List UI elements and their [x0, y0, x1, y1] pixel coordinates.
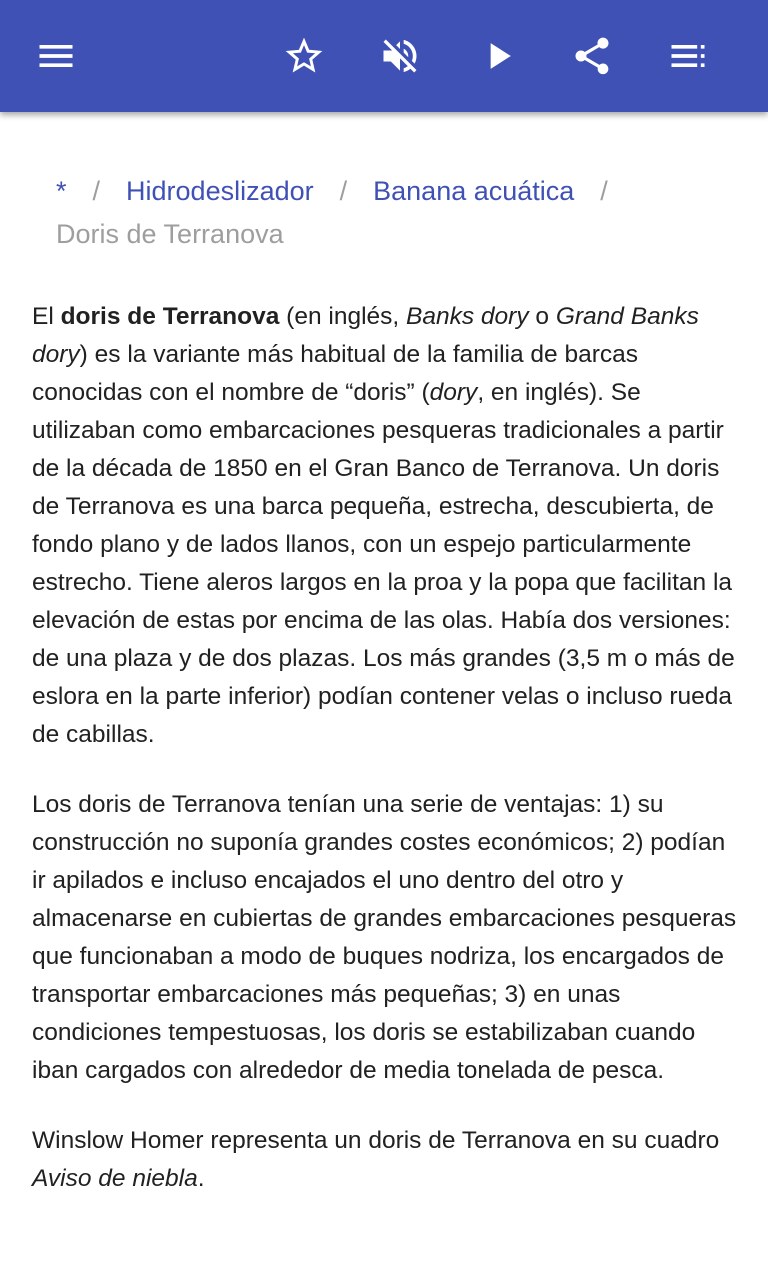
share-icon	[570, 34, 614, 78]
menu-button[interactable]	[28, 28, 84, 84]
play-icon	[476, 34, 520, 78]
breadcrumb-item-banana-acuatica[interactable]: Banana acuática	[373, 176, 575, 206]
article-content	[32, 170, 738, 1198]
text-run: .	[197, 1165, 205, 1192]
article-paragraph	[32, 1122, 738, 1198]
article-subject: doris de Terranova	[60, 303, 280, 330]
text-run: Winslow Homer representa un doris de Terranova en su cuadro	[32, 1127, 720, 1154]
breadcrumb-separator: /	[92, 176, 101, 206]
english-name: Grand Banks dory	[32, 303, 699, 368]
english-name: Banks dory	[406, 303, 529, 330]
breadcrumb-separator: /	[600, 176, 608, 206]
breadcrumb-item-hidrodeslizador[interactable]: Hidrodeslizador	[126, 176, 314, 206]
painting-title: Aviso de niebla	[32, 1165, 198, 1192]
play-button[interactable]	[470, 28, 526, 84]
text-run: El	[32, 303, 61, 330]
article-paragraph	[32, 298, 738, 754]
text-run: , en inglés). Se utilizaban como embarcaciones pesqueras tradicionales a partir de la década de 1850 en el Gran Banco de Terranova. Un doris de Terranova es una barca pequeña, estrecha, descubierta, de fondo plano y de lados llanos, con un espejo particularmente estrecho. Tiene aleros largos en la proa y la popa que facilitan la elevación de estas por encima de las olas. Había dos versiones: de una plaza y de dos plazas. Los más grandes (3,5 m o más de eslora en la parte inferior) podían contener velas o incluso rueda de cabillas.	[32, 379, 735, 748]
text-run: ) es la variante más habitual de la familia de barcas conocidas con el nombre de “doris” (	[32, 341, 639, 406]
article-paragraph: Los doris de Terranova tenían una serie de ventajas: 1) su construcción no suponía grandes costes económicos; 2) podían ir apilados e incluso encajados el uno dentro del otro y almacenarse en cubiertas de grandes embarcaciones pesqueras que funcionaban a modo de buques nodriza, los encargados de transportar embarcaciones más pequeñas; 3) en unas condiciones tempestuosas, los doris se estabilizaban cuando iban cargados con alrededor de media tonelada de pesca.	[32, 791, 737, 1084]
app-toolbar	[0, 0, 768, 112]
breadcrumb-separator: /	[339, 176, 348, 206]
favorite-button[interactable]	[276, 28, 332, 84]
share-button[interactable]	[564, 28, 620, 84]
breadcrumb	[32, 170, 738, 256]
breadcrumb-item-home[interactable]: *	[56, 176, 67, 206]
menu-icon	[34, 34, 78, 78]
text-run: (en inglés,	[279, 303, 407, 330]
text-run: o	[528, 303, 556, 330]
article-body	[32, 298, 738, 1198]
mute-button[interactable]	[372, 28, 428, 84]
star-icon	[282, 34, 326, 78]
contents-list-button[interactable]	[660, 28, 716, 84]
english-term: dory	[429, 379, 478, 406]
volume-off-icon	[378, 34, 422, 78]
breadcrumb-current: Doris de Terranova	[56, 219, 284, 249]
list-icon	[666, 34, 710, 78]
